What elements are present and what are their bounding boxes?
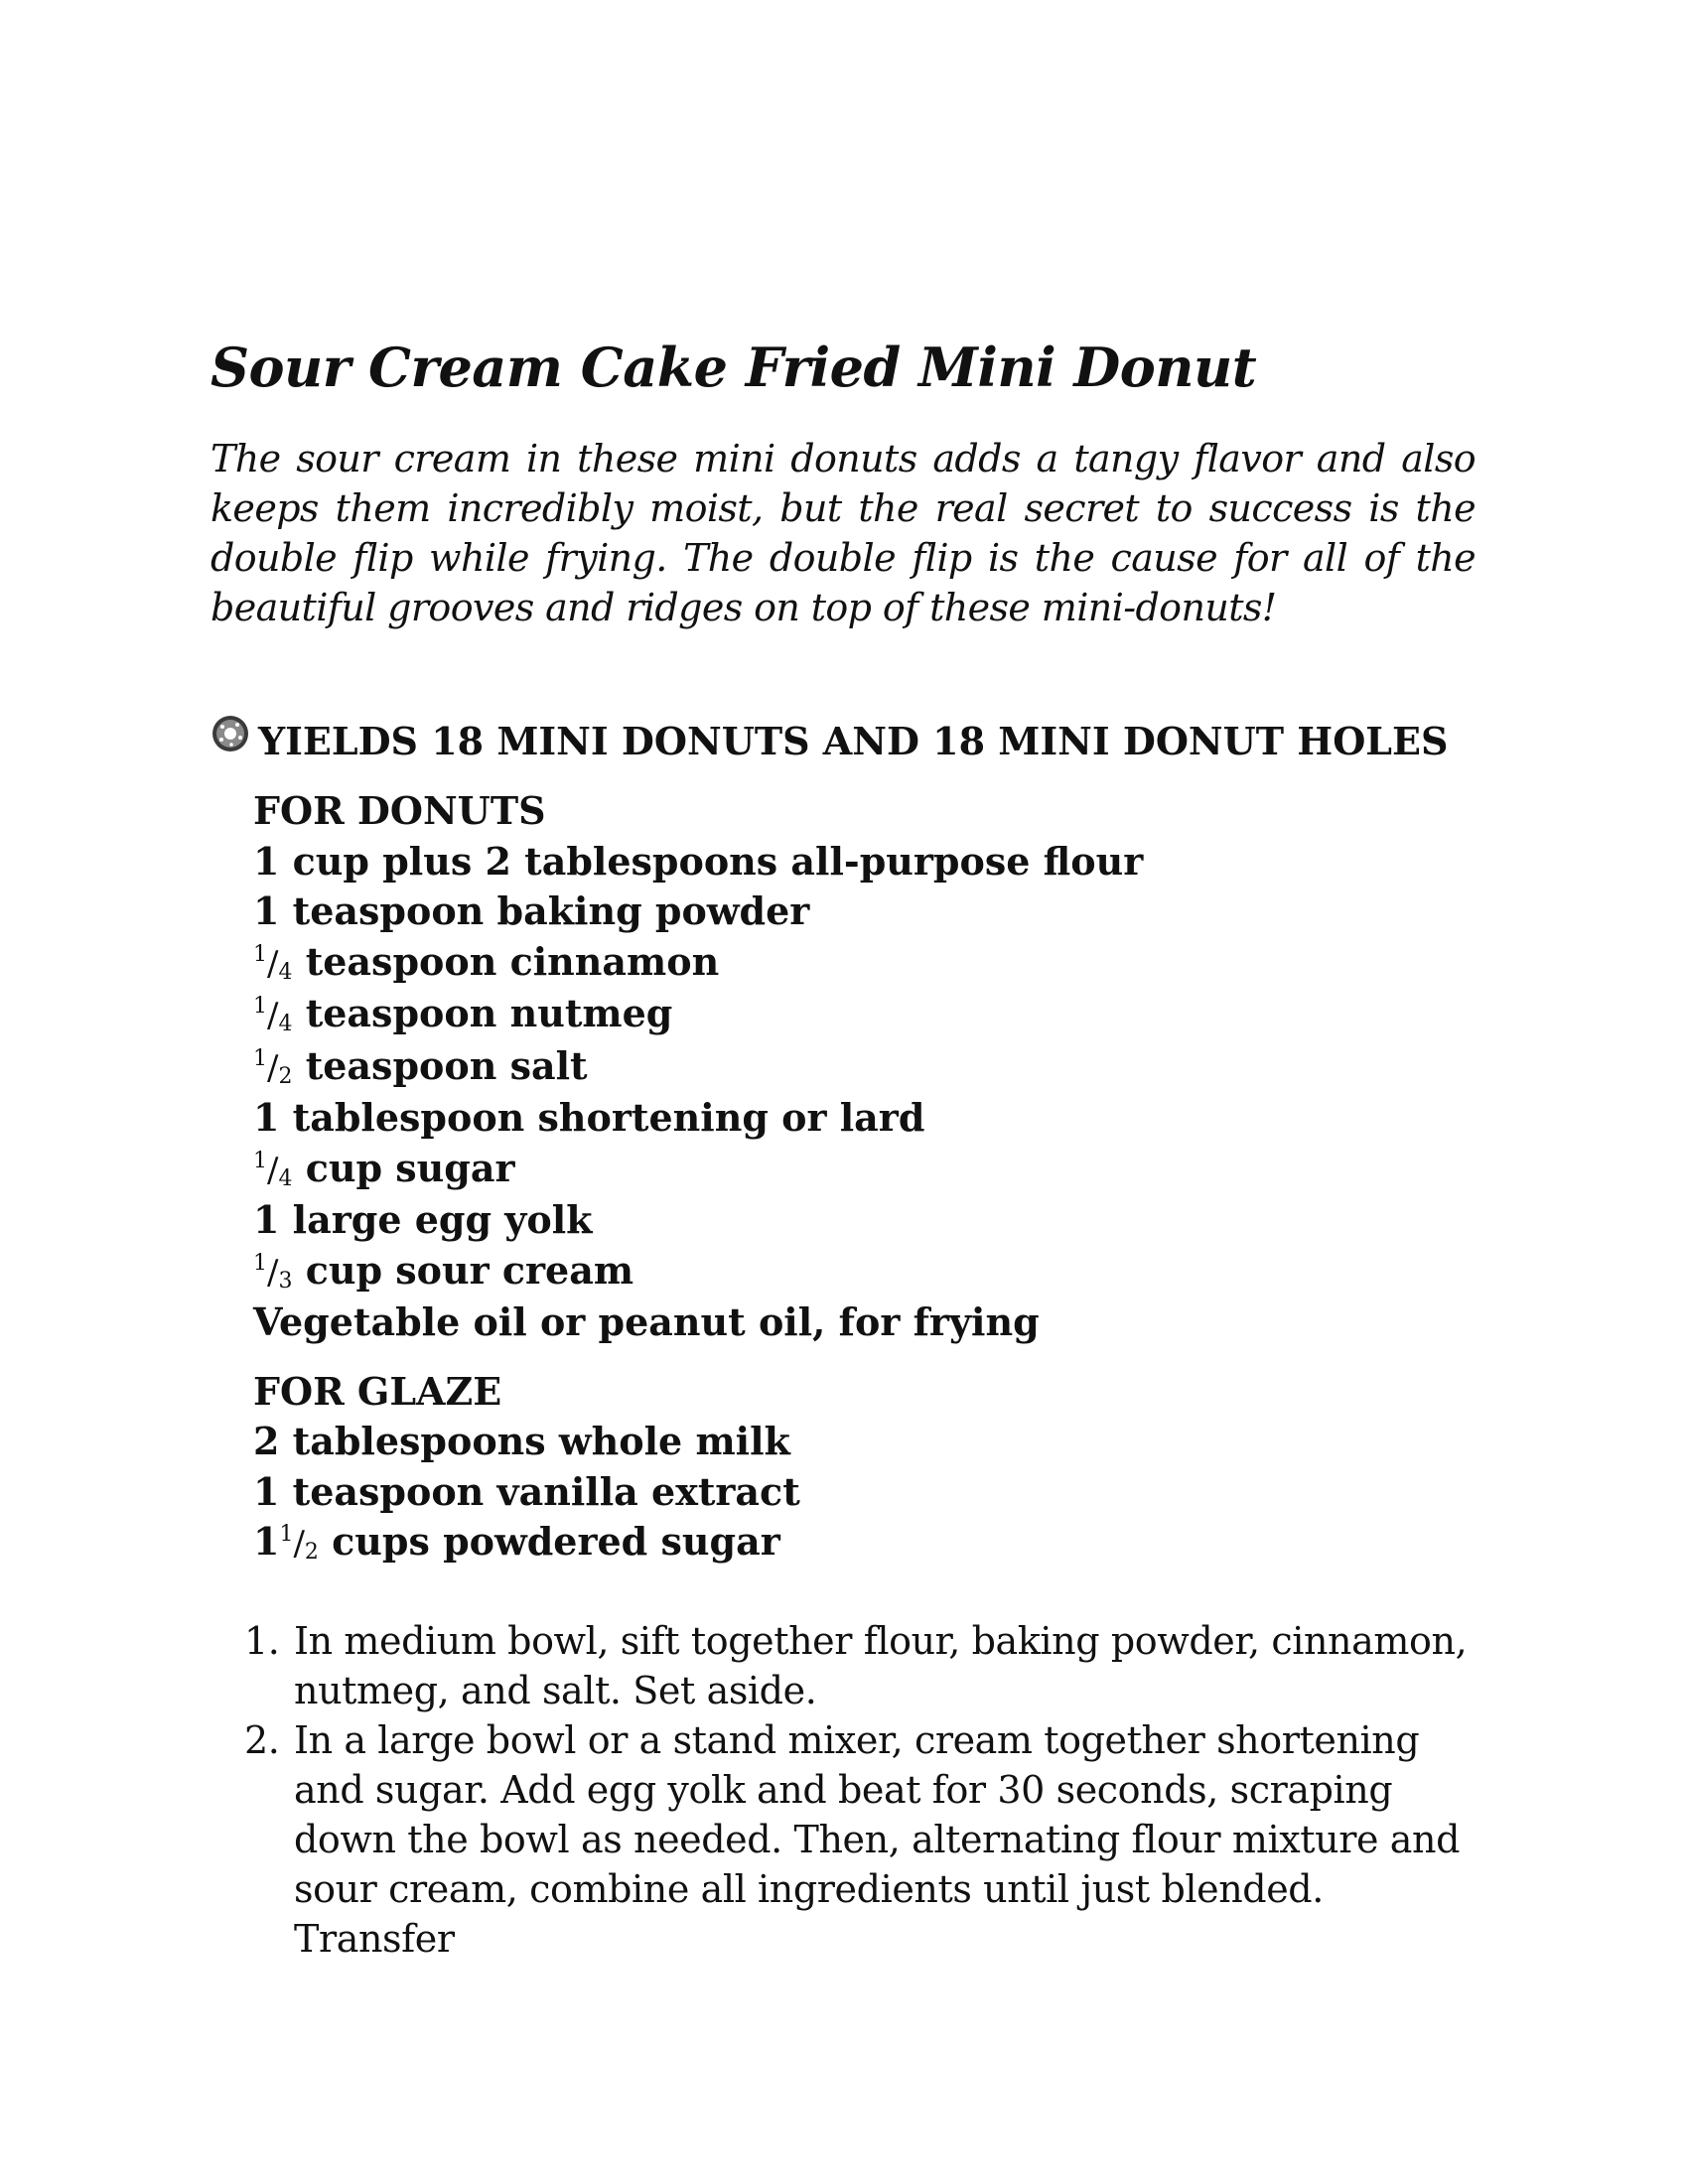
ingredient-text: 1 teaspoon baking powder xyxy=(253,888,810,933)
ingredient-list xyxy=(253,786,1143,1570)
ingredient-text: cups powdered sugar xyxy=(318,1519,780,1564)
donuts-heading: FOR DONUTS xyxy=(253,788,546,833)
ingredient-item xyxy=(253,1417,1143,1467)
ingredient-text: 1 tablespoon shortening or lard xyxy=(253,1095,925,1140)
ingredient-item xyxy=(253,1246,1143,1298)
ingredient-text: teaspoon nutmeg xyxy=(292,991,673,1035)
ingredient-fraction: $^1/_2$ xyxy=(279,1522,319,1565)
ingredient-item xyxy=(253,1195,1143,1246)
fraction-numerator: 1 xyxy=(253,1250,267,1276)
ingredient-text: Vegetable oil or peanut oil, for frying xyxy=(253,1299,1040,1344)
ingredient-item xyxy=(253,1093,1143,1144)
fraction-numerator: 1 xyxy=(253,1148,267,1173)
yields-line xyxy=(211,715,1448,768)
fraction-denominator: 4 xyxy=(278,1165,293,1191)
ingredient-fraction: $^1/_4$ xyxy=(253,994,293,1036)
ingredient-fraction: $^1/_3$ xyxy=(253,1250,293,1294)
donut-icon xyxy=(211,714,250,753)
ingredient-fraction: $^1/_4$ xyxy=(253,1148,293,1191)
glaze-heading: FOR GLAZE xyxy=(253,1368,502,1414)
ingredient-item xyxy=(253,1041,1143,1094)
fraction-denominator: 3 xyxy=(278,1268,293,1294)
fraction-denominator: 4 xyxy=(278,1012,293,1036)
fraction-numerator: 1 xyxy=(253,1045,267,1071)
recipe-title: Sour Cream Cake Fried Mini Donut xyxy=(211,336,1257,399)
ingredient-item xyxy=(253,1297,1143,1348)
fraction-denominator: 2 xyxy=(304,1540,319,1565)
ingredient-text: cup sour cream xyxy=(292,1247,634,1293)
fraction-numerator: 1 xyxy=(253,941,267,967)
ingredient-item xyxy=(253,1467,1143,1518)
ingredient-text: teaspoon cinnamon xyxy=(292,938,720,984)
fraction-denominator: 4 xyxy=(278,959,293,985)
ingredient-text: 2 tablespoons whole milk xyxy=(253,1419,790,1463)
fraction-numerator: 1 xyxy=(279,1522,294,1547)
ingredient-fraction: $^1/_4$ xyxy=(253,941,293,985)
ingredient-whole: 1 xyxy=(253,1519,280,1564)
ingredient-text: teaspoon salt xyxy=(292,1042,588,1088)
step-text: In a large bowl or a stand mixer, cream together shortening and sugar. Add egg yolk and beat for 30 seconds, scraping down the bowl as needed. Then, alternating flour mixture and sour cream, combine all ingredients until just blended. Transfer xyxy=(294,1718,1461,1961)
ingredient-text: cup sugar xyxy=(292,1145,515,1190)
ingredient-item xyxy=(253,1517,1143,1570)
method-step xyxy=(244,1616,1487,1715)
method-steps xyxy=(244,1616,1487,1964)
yields-text: YIELDS 18 MINI DONUTS AND 18 MINI DONUT HOLES xyxy=(258,719,1449,763)
recipe-intro: The sour cream in these mini donuts adds a tangy flavor and also keeps them incredibly moist, but the real secret to success is the double flip while frying. The double flip is the cause for all of the beautiful grooves and ridges on top of these mini-donuts! xyxy=(211,437,1476,629)
ingredient-text: 1 cup plus 2 tablespoons all-purpose flour xyxy=(253,838,1144,884)
ingredient-item xyxy=(253,989,1143,1041)
method-step xyxy=(244,1715,1487,1964)
ingredient-item xyxy=(253,1144,1143,1196)
fraction-denominator: 2 xyxy=(278,1063,293,1089)
ingredient-text: 1 large egg yolk xyxy=(253,1197,593,1242)
ingredient-item xyxy=(253,887,1143,937)
ingredient-item xyxy=(253,937,1143,990)
ingredient-fraction: $^1/_2$ xyxy=(253,1045,293,1089)
ingredient-item xyxy=(253,837,1143,887)
ingredient-text: 1 teaspoon vanilla extract xyxy=(253,1468,800,1514)
step-number: 2. xyxy=(244,1718,280,1762)
fraction-numerator: 1 xyxy=(253,994,267,1019)
step-number: 1. xyxy=(244,1619,280,1663)
step-text: In medium bowl, sift together flour, baking powder, cinnamon, nutmeg, and salt. Set aside. xyxy=(294,1619,1468,1712)
